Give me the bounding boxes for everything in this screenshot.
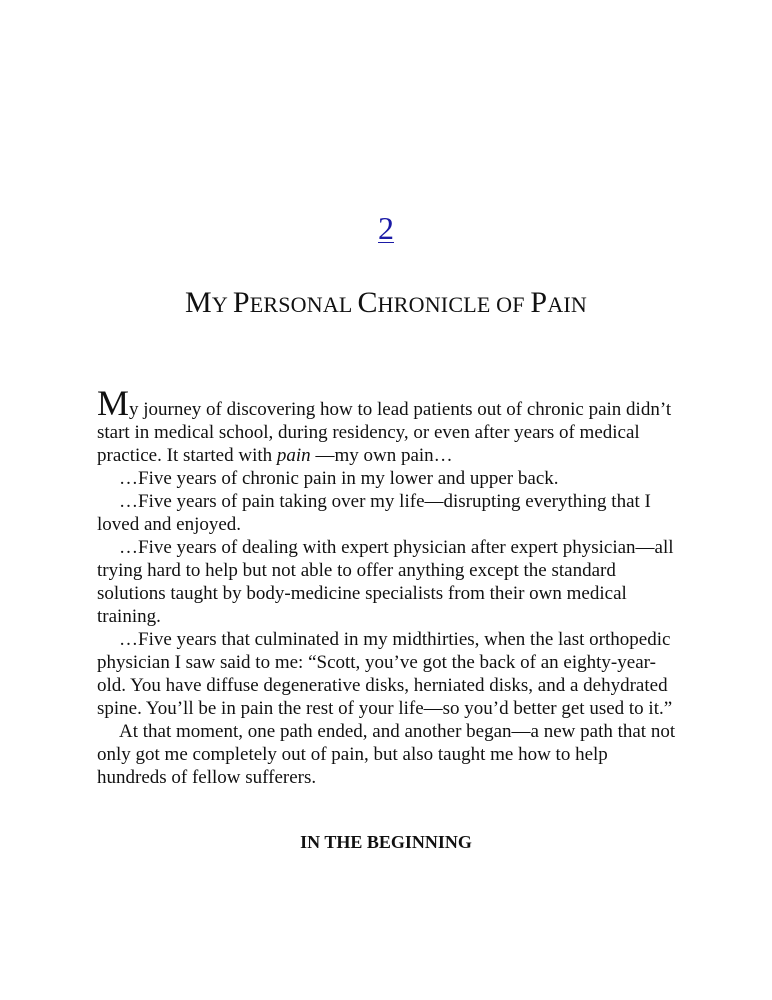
chapter-title-rest-2: ERSONAL bbox=[249, 292, 358, 317]
paragraph-6: At that moment, one path ended, and another began—a new path that not only got me completely out of pain, but also taught me how to help hundreds of fellow sufferers. bbox=[97, 721, 676, 788]
paragraph-2: …Five years of chronic pain in my lower and upper back. bbox=[119, 468, 559, 489]
chapter-title-cap-3: C bbox=[357, 286, 378, 319]
paragraph-3: …Five years of pain taking over my life—disrupting everything that I loved and enjoyed. bbox=[97, 491, 651, 535]
opening-text-end: —my own pain… bbox=[310, 445, 453, 466]
paragraph-5: …Five years that culminated in my midthirties, when the last orthopedic physician I saw said to me: “Scott, you’ve got the back of an eighty-year-old. You have diffuse degenerative disks, herniated disks, and a dehydrated spine. You’ll be in pain the rest of your life—so you’d better get used to it.” bbox=[97, 629, 673, 719]
drop-cap: M bbox=[97, 383, 130, 423]
chapter-body bbox=[97, 383, 679, 789]
chapter-title-cap-2: P bbox=[232, 286, 250, 319]
chapter-title-rest-1: Y bbox=[211, 292, 233, 317]
chapter-title bbox=[0, 283, 772, 325]
emphasis-pain: pain bbox=[276, 445, 311, 466]
paragraph-4: …Five years of dealing with expert physician after expert physician—all trying hard to help but not able to offer anything except the standard solutions taught by body-medicine specialists from their own medical training. bbox=[97, 537, 674, 627]
chapter-title-rest-3: HRONICLE OF bbox=[377, 292, 531, 317]
section-heading: IN THE BEGINNING bbox=[300, 832, 472, 852]
chapter-number-link[interactable]: 2 bbox=[378, 210, 394, 246]
opening-paragraph bbox=[97, 383, 679, 467]
opening-text: y journey of discovering how to lead patients out of chronic pain didn’t start in medical school, during residency, or even after years of medical practice. It started with bbox=[97, 399, 672, 466]
chapter-title-cap-1: M bbox=[184, 286, 212, 319]
chapter-title-cap-4: P bbox=[530, 286, 548, 319]
chapter-number bbox=[0, 208, 772, 248]
chapter-title-rest-4: AIN bbox=[547, 292, 588, 317]
